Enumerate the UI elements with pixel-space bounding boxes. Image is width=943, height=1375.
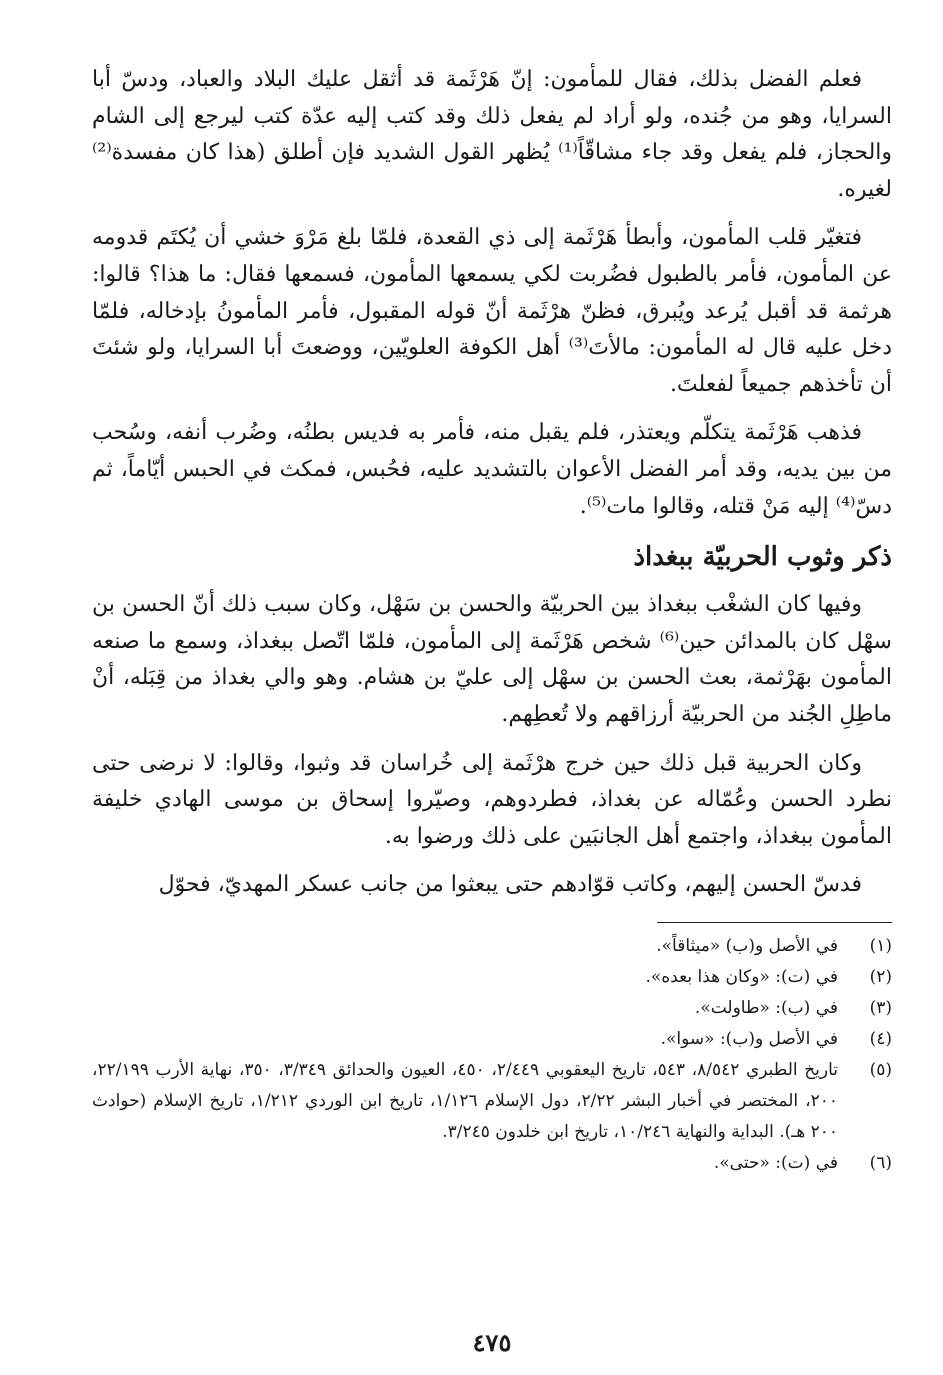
section-heading: ذكر وثوب الحربيّة ببغداذ: [633, 542, 892, 573]
footnote-number: (٤): [869, 1028, 892, 1049]
footnote-text: في الأصل و(ب): «سوا».: [660, 1028, 838, 1049]
footnote-text: في (ت): «وكان هذا بعده».: [645, 966, 838, 987]
footnote-number: (٣): [869, 997, 892, 1018]
footnote-number: (٦): [869, 1152, 892, 1173]
footnote-text: في (ب): «طاولت».: [694, 997, 838, 1018]
footnote-text: في الأصل و(ب) «ميثاقاً».: [656, 935, 838, 956]
footnote: [92, 931, 892, 962]
paragraph: وكان الحربية قبل ذلك حين خرج هرْثَمة إلى خُراسان قد وثبوا، وقالوا: لا نرضى حتى نطرد الحسن وعُمّاله عن بغداذ، فطردوهم، وصيّروا إسحاق بن موسى الهادي خليفة المأمون ببغداذ، واجتمع أهل الجانبَين على ذلك ورضوا به.: [92, 750, 892, 849]
footnote: [92, 1055, 892, 1148]
footnote: [92, 993, 892, 1024]
book-page: [92, 62, 893, 1357]
page-number: ٤٧٥: [472, 1328, 512, 1357]
footnote: [92, 962, 892, 993]
footnote-number: (٥): [869, 1059, 892, 1080]
footnote: [92, 1148, 892, 1179]
footnote-number: (١): [869, 935, 892, 956]
paragraph: فعلم الفضل بذلك، فقال للمأمون: إنّ هَرْثَمة قد أثقل عليك البلاد والعباد، ودسّ أبا السرايا، وهو من جُنده، ولو أراد لم يفعل ذلك وقد كتب إليه عدّة كتب ليرجع إلى الشام والحجاز، فلم يفعل وقد جاء مشاقّاً⁽¹⁾ يُظهر القول الشديد فإن أطلق (هذا كان مفسدة⁽²⁾ لغيره.: [92, 67, 893, 202]
paragraph: فذهب هَرْثَمة يتكلّم ويعتذر، فلم يقبل منه، فأمر به فديس بطنُه، وضُرب أنفه، وسُحب من بين يديه، وقد أمر الفضل الأعوان بالتشديد عليه، فحُبس، فمكث في الحبس أيّاماً، ثم دسّ⁽⁴⁾ إليه مَنْ قتله، وقالوا مات⁽⁵⁾.: [92, 420, 892, 519]
footnote: [92, 1024, 892, 1055]
footnotes: [92, 931, 892, 1179]
paragraph: فتغيّر قلب المأمون، وأبطأ هَرْثَمة إلى ذي القعدة، فلمّا بلغ مَرْوَ خشي أن يُكتَم قدومه عن المأمون، فأمر بالطبول فضُربت لكي يسمعها المأمون، فسمعها فقال: ما هذا؟ قالوا: هرثمة قد أقبل يُرعد ويُبرق، فظنّ هرْثَمة أنّ قوله المقبول، فأمر المأمونُ بإدخاله، فلمّا دخل عليه قال له المأمون: مالأتَ⁽³⁾ أهل الكوفة العلويّين، ووضعتَ أبا السرايا، ولو شئتَ أن تأخذهم جميعاً لفعلتَ.: [92, 225, 892, 397]
paragraph: وفيها كان الشغْب ببغداذ بين الحربيّة والحسن بن سَهْل، وكان سبب ذلك أنّ الحسن بن سهْل كان بالمدائن حين⁽⁶⁾ شخص هَرْثَمة إلى المأمون، فلمّا اتّصل ببغداذ، وسمع ما صنعه المأمون بهَرْثمة، بعث الحسن بن سهْل إلى عليّ بن هشام. وهو والي بغداذ من قِبَله، أنْ ماطِلِ الجُند من الحربيّة أرزاقهم ولا تُعطِهم.: [92, 592, 892, 727]
footnote-text: تاريخ الطبري ٨/٥٤٢، ٥٤٣، تاريخ اليعقوبي ٢/٤٤٩، ٤٥٠، العيون والحدائق ٣/٣٤٩، ٣٥٠، نهاية الأرب ٢٢/١٩٩، ٢٠٠، المختصر في أخبار البشر ٢/٢٢، دول الإسلام ١/١٢٦، تاريخ ابن الوردي ١/٢١٢، تاريخ الإسلام (حوادث ٢٠٠ هـ). البداية والنهاية ١٠/٢٤٦، تاريخ ابن خلدون ٣/٢٤٥.: [92, 1059, 839, 1142]
footnote-number: (٢): [869, 966, 892, 987]
footnote-text: في (ت): «حتى».: [713, 1152, 838, 1173]
paragraph: فدسّ الحسن إليهم، وكاتب قوّادهم حتى يبعثوا من جانب عسكر المهديّ، فحوّل: [158, 872, 862, 898]
footnote-separator: [657, 922, 892, 923]
main-text: [92, 62, 892, 904]
